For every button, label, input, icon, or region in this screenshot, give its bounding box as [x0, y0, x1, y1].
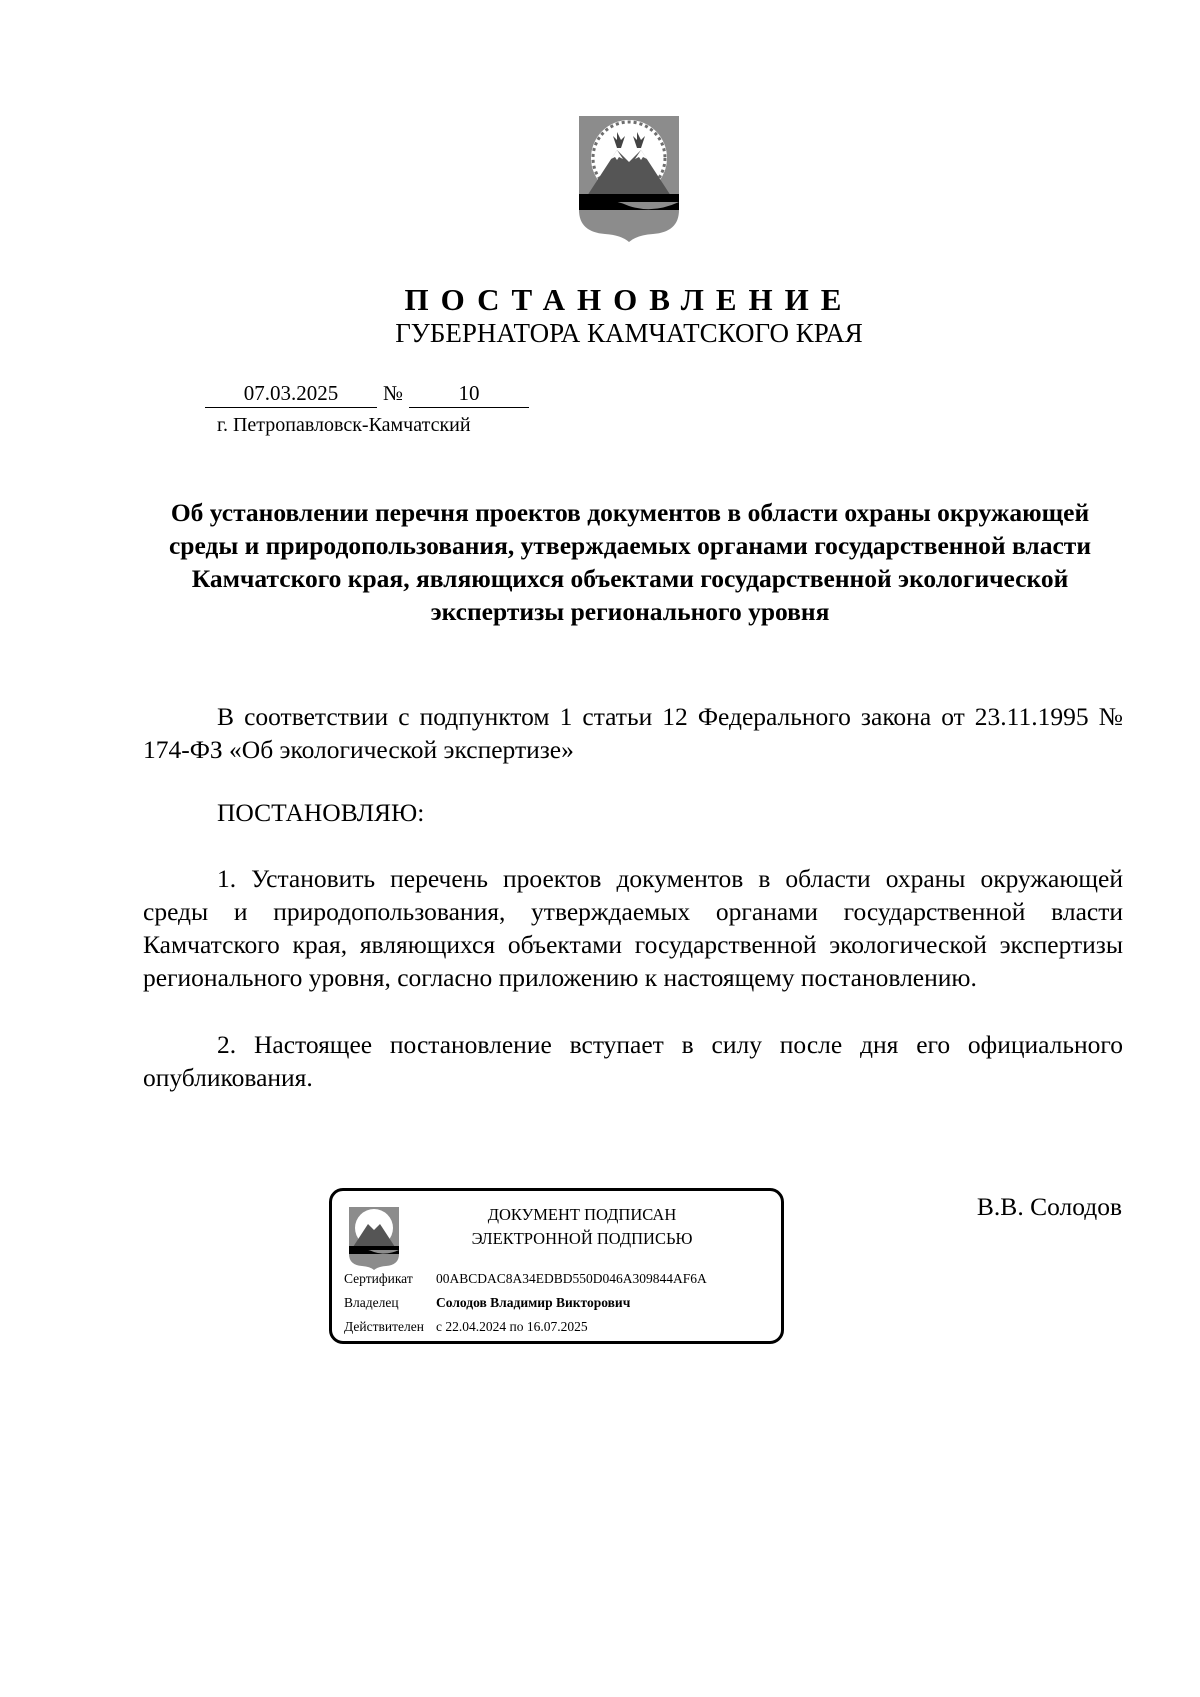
item-2-paragraph [143, 1028, 1123, 1094]
city: г. Петропавловск-Камчатский [217, 414, 471, 436]
stamp-owner-row [344, 1295, 630, 1311]
stamp-certificate-row [344, 1271, 707, 1287]
preamble-text: В соответствии с подпунктом 1 статьи 12 Федерального закона от 23.11.1995 № 174-ФЗ «Об экологической экспертизе» [143, 702, 1123, 764]
electronic-signature-stamp [329, 1188, 784, 1344]
owner-label: Владелец [344, 1295, 399, 1310]
item-1-paragraph [143, 862, 1123, 994]
item-1-text: 1. Установить перечень проектов документов в области охраны окружающей среды и природопользования, утверждаемых органами государственной власти Камчатского края, являющихся объектами государственной экологической экспертизы регионального уровня, согласно приложению к настоящему постановлению. [143, 864, 1123, 992]
validity-value: с 22.04.2024 по 16.07.2025 [436, 1319, 588, 1334]
coat-of-arms-icon [577, 114, 681, 242]
stamp-validity-row [344, 1319, 588, 1335]
signer-name: В.В. Солодов [976, 1192, 1122, 1221]
stamp-header [412, 1203, 752, 1251]
document-title: ПОСТАНОВЛЕНИЕ [404, 282, 854, 317]
certificate-value: 00ABCDAC8A34EDBD550D046A309844AF6A [436, 1271, 707, 1286]
owner-value: Солодов Владимир Викторович [436, 1295, 631, 1310]
decree-word: ПОСТАНОВЛЯЮ: [217, 798, 425, 827]
item-2-text: 2. Настоящее постановление вступает в силу после дня его официального опубликования. [143, 1030, 1123, 1092]
preamble-paragraph [143, 700, 1123, 766]
registration-number-label: № [382, 381, 404, 405]
registration-date: 07.03.2025 [205, 381, 377, 408]
stamp-coat-of-arms-icon [348, 1205, 400, 1271]
document-subtitle: ГУБЕРНАТОРА КАМЧАТСКОГО КРАЯ [395, 318, 863, 348]
document-heading: Об установлении перечня проектов документов в области охраны окружающей среды и природопользования, утверждаемых органами государственной власти Камчатского края, являющихся объектами государственной экологической экспертизы регионального уровня [168, 498, 1092, 626]
validity-label: Действителен [344, 1319, 424, 1334]
stamp-line-1: ДОКУМЕНТ ПОДПИСАН [487, 1205, 677, 1224]
stamp-line-2: ЭЛЕКТРОННОЙ ПОДПИСЬЮ [471, 1229, 693, 1248]
certificate-label: Сертификат [344, 1271, 413, 1286]
registration-number: 10 [409, 381, 529, 408]
